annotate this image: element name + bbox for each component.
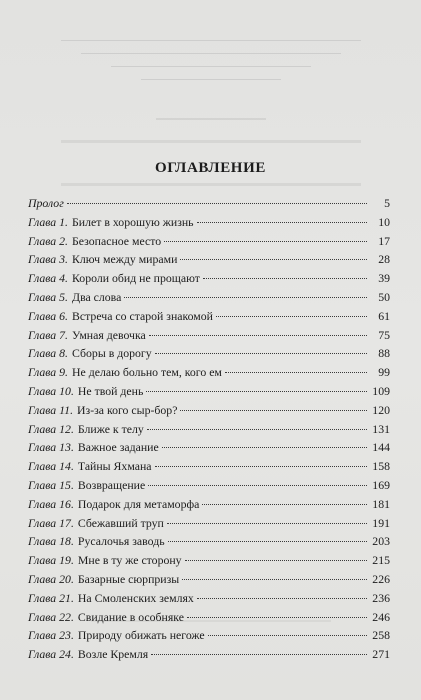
dot-leader xyxy=(146,391,367,392)
toc-entry xyxy=(28,422,390,441)
toc-entry-page-number: 131 xyxy=(372,421,390,436)
toc-entry-label: Глава 8. xyxy=(28,346,69,361)
toc-entry-label: Глава 18. xyxy=(28,534,74,549)
toc-entry-title: Безопасное место xyxy=(72,233,162,248)
dot-leader xyxy=(155,466,368,467)
toc-entry-label: Глава 17. xyxy=(28,515,74,530)
toc-entry xyxy=(28,290,390,309)
dot-leader xyxy=(208,635,367,636)
toc-entry xyxy=(28,346,390,365)
toc-entry xyxy=(28,478,390,497)
toc-entry-title: Подарок для метаморфа xyxy=(77,496,200,511)
dot-leader xyxy=(168,541,367,542)
dot-leader xyxy=(124,297,367,298)
toc-entry-label: Глава 21. xyxy=(28,590,74,605)
dot-leader xyxy=(216,316,367,317)
toc-entry-title: Два слова xyxy=(72,289,122,304)
toc-entry xyxy=(28,384,390,403)
toc-entry-title: Тайны Яхмана xyxy=(77,459,152,474)
toc-entry-label: Глава 7. xyxy=(28,327,69,342)
toc-entry xyxy=(28,309,390,328)
toc-entry xyxy=(28,591,390,610)
toc-entry-title: Ключ между мирами xyxy=(72,252,178,267)
dot-leader xyxy=(149,335,367,336)
table-of-contents xyxy=(28,196,390,666)
dot-leader xyxy=(151,654,367,655)
toc-entry-label: Глава 1. xyxy=(28,214,69,229)
toc-entry-title: Возле Кремля xyxy=(77,647,149,662)
toc-entry xyxy=(28,516,390,535)
toc-entry-page-number: 181 xyxy=(372,496,390,511)
dot-leader xyxy=(180,410,367,411)
toc-entry-label: Глава 9. xyxy=(28,365,69,380)
toc-entry-label: Глава 4. xyxy=(28,271,69,286)
bleed-through-text xyxy=(0,118,421,136)
toc-entry xyxy=(28,440,390,459)
dot-leader xyxy=(203,278,367,279)
dot-leader xyxy=(225,372,367,373)
dot-leader xyxy=(147,429,367,430)
toc-entry-title: Возвращение xyxy=(77,477,146,492)
toc-entry-page-number: 246 xyxy=(372,609,390,624)
toc-entry-label: Глава 16. xyxy=(28,496,74,511)
dot-leader xyxy=(187,617,367,618)
toc-entry-label: Глава 22. xyxy=(28,609,74,624)
toc-entry-title: Билет в хорошую жизнь xyxy=(72,214,194,229)
toc-entry-page-number: 169 xyxy=(372,477,390,492)
toc-entry-title: Свидание в особняке xyxy=(77,609,184,624)
toc-entry-title: Не твой день xyxy=(77,383,144,398)
toc-entry-title: Сборы в дорогу xyxy=(72,346,152,361)
toc-entry-page-number: 39 xyxy=(378,271,390,286)
toc-entry-title: Мне в ту же сторону xyxy=(77,553,182,568)
toc-entry-page-number: 203 xyxy=(372,534,390,549)
dot-leader xyxy=(182,579,367,580)
toc-entry-label: Глава 6. xyxy=(28,308,69,323)
toc-entry-title: Русалочья заводь xyxy=(77,534,165,549)
dot-leader xyxy=(167,523,367,524)
toc-entry-title: Не делаю больно тем, кого ем xyxy=(72,365,222,380)
toc-entry-page-number: 271 xyxy=(372,647,390,662)
toc-entry xyxy=(28,459,390,478)
dot-leader xyxy=(180,259,367,260)
toc-entry-page-number: 61 xyxy=(378,308,390,323)
dot-leader xyxy=(202,504,367,505)
toc-entry-label: Глава 2. xyxy=(28,233,69,248)
toc-entry-label: Глава 23. xyxy=(28,628,74,643)
toc-entry-label: Глава 10. xyxy=(28,383,74,398)
toc-entry xyxy=(28,252,390,271)
toc-entry-title: Из-за кого сыр-бор? xyxy=(77,402,178,417)
toc-entry-title: Природу обижать негоже xyxy=(77,628,205,643)
toc-entry-label: Глава 15. xyxy=(28,477,74,492)
toc-entry-label: Глава 14. xyxy=(28,459,74,474)
toc-entry-page-number: 99 xyxy=(378,365,390,380)
toc-entry-title: Ближе к телу xyxy=(77,421,144,436)
toc-entry xyxy=(28,572,390,591)
toc-entry xyxy=(28,403,390,422)
toc-entry-page-number: 109 xyxy=(372,383,390,398)
toc-entry-page-number: 10 xyxy=(378,214,390,229)
dot-leader xyxy=(148,485,367,486)
toc-entry-page-number: 88 xyxy=(378,346,390,361)
toc-entry xyxy=(28,365,390,384)
toc-entry-page-number: 144 xyxy=(372,440,390,455)
toc-entry xyxy=(28,234,390,253)
page-title: ОГЛАВЛЕНИЕ xyxy=(155,160,266,176)
toc-entry xyxy=(28,328,390,347)
toc-entry-title: На Смоленских землях xyxy=(77,590,194,605)
dot-leader xyxy=(164,241,367,242)
toc-entry-page-number: 258 xyxy=(372,628,390,643)
toc-entry-label: Глава 3. xyxy=(28,252,69,267)
toc-entry-page-number: 17 xyxy=(378,233,390,248)
toc-entry-page-number: 75 xyxy=(378,327,390,342)
toc-entry-title: Важное задание xyxy=(77,440,159,455)
toc-entry-page-number: 158 xyxy=(372,459,390,474)
toc-entry-label: Глава 5. xyxy=(28,289,69,304)
toc-entry-title: Умная девочка xyxy=(72,327,146,342)
dot-leader xyxy=(185,560,367,561)
toc-entry-page-number: 50 xyxy=(378,289,390,304)
toc-entry xyxy=(28,647,390,666)
dot-leader xyxy=(162,447,367,448)
toc-entry-title: Сбежавший труп xyxy=(77,515,164,530)
toc-entry-title: Встреча со старой знакомой xyxy=(72,308,213,323)
toc-entry xyxy=(28,610,390,629)
bleed-through-text xyxy=(0,40,421,92)
toc-entry-page-number: 191 xyxy=(372,515,390,530)
toc-entry-label: Глава 20. xyxy=(28,571,74,586)
toc-entry-label: Пролог xyxy=(28,196,64,210)
toc-entry-label: Глава 11. xyxy=(28,402,74,417)
toc-entry-page-number: 236 xyxy=(372,590,390,605)
toc-entry-label: Глава 13. xyxy=(28,440,74,455)
toc-entry-page-number: 120 xyxy=(372,402,390,417)
toc-entry xyxy=(28,553,390,572)
dot-leader xyxy=(197,598,367,599)
toc-entry xyxy=(28,271,390,290)
toc-entry-page-number: 28 xyxy=(378,252,390,267)
toc-entry-label: Глава 24. xyxy=(28,647,74,662)
toc-entry-title: Базарные сюрпризы xyxy=(77,571,180,586)
toc-entry xyxy=(28,534,390,553)
dot-leader xyxy=(197,222,367,223)
dot-leader xyxy=(67,203,367,204)
toc-entry-title: Короли обид не прощают xyxy=(72,271,200,286)
toc-entry xyxy=(28,196,390,215)
toc-entry xyxy=(28,628,390,647)
toc-entry-label: Глава 19. xyxy=(28,553,74,568)
toc-entry-label: Глава 12. xyxy=(28,421,74,436)
toc-entry-page-number: 226 xyxy=(372,571,390,586)
toc-entry xyxy=(28,215,390,234)
toc-entry-page-number: 215 xyxy=(372,553,390,568)
toc-entry xyxy=(28,497,390,516)
toc-entry-page-number: 5 xyxy=(384,196,390,210)
dot-leader xyxy=(155,353,367,354)
